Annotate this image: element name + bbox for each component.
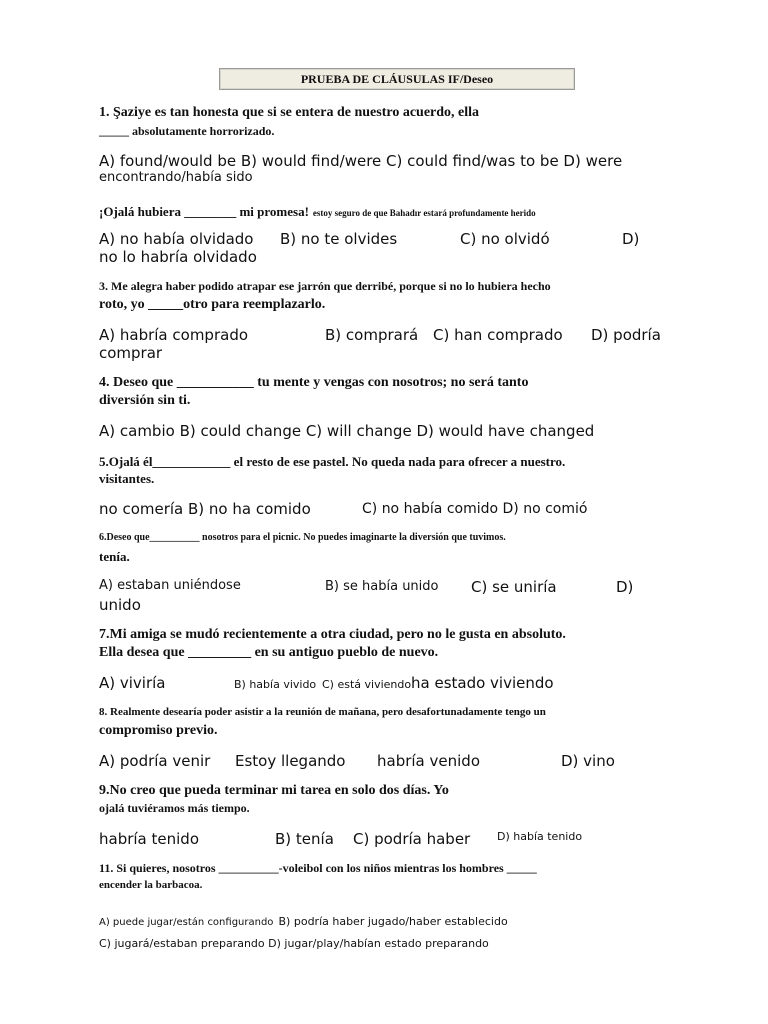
option-b: B) había vivido [234,678,317,691]
options-a-b: no comería B) no ha comido [99,500,311,518]
option-d: D) había tenido [497,830,583,843]
option-a: habría tenido [99,830,199,848]
question-11-line-2: encender la barbacoa. [99,879,203,891]
option-d: ha estado viviendo [411,674,554,692]
option-a: A) no había olvidado [99,230,254,248]
question-2-line [99,203,536,221]
option-d: D) vino [561,752,615,770]
option-d: D) [622,230,640,248]
question-3-line-1: 3. Me alegra haber podido atrapar ese jarrón que derribé, porque si no lo hubiera hecho [99,279,551,293]
question-2-lead: ¡Ojalá hubiera ________ mi promesa! [99,204,309,219]
question-1-options: A) found/would be B) would find/were C) could find/was to be D) were [99,152,623,170]
question-1-line-1: 1. Şaziye es tan honesta que si se entera de nuestro acuerdo, ella [99,105,480,120]
question-2-rest: estoy seguro de que Bahadır estará profundamente herido [312,208,536,218]
question-9-line-1: 9.No creo que pueda terminar mi tarea en solo dos días. Yo [99,783,449,798]
question-7-line-1: 7.Mi amiga se mudó recientemente a otra ciudad, pero no le gusta en absoluto. [99,627,566,642]
question-11-line-1: 11. Si quieres, nosotros __________-voleibol con los niños mientras los hombres _____ [99,861,537,875]
option-c: C) se uniría [471,578,557,596]
option-c: C) podría haber [353,830,471,848]
question-7-line-2: Ella desea que _________ en su antiguo pueblo de nuevo. [99,645,439,660]
question-9-line-2: ojalá tuviéramos más tiempo. [99,801,250,815]
option-b: Estoy llegando [235,752,346,770]
question-5-line-2: visitantes. [99,471,155,486]
option-d-cont: comprar [99,344,163,362]
option-b: B) comprará [325,326,419,344]
option-a: A) estaban uniéndose [99,578,241,593]
question-1-line-2: _____ absolutamente horrorizado. [99,124,275,138]
option-a: A) podría venir [99,752,211,770]
question-4-line-1: 4. Deseo que ___________ tu mente y vengas con nosotros; no será tanto [99,375,529,390]
option-c: C) no olvidó [460,230,550,248]
option-d: D) podría [591,326,661,344]
option-b: B) no te olvides [280,230,398,248]
question-1-options-cont: encontrando/había sido [99,170,253,185]
option-b: B) tenía [275,830,334,848]
option-d-cont: unido [99,596,141,614]
option-c: C) han comprado [433,326,563,344]
test-title: PRUEBA DE CLÁUSULAS IF/Deseo [219,68,575,90]
option-b: B) se había unido [325,579,439,594]
options-a-b [99,910,508,929]
option-d: D) [616,578,634,596]
option-b: B) podría haber jugado/haber establecido [278,915,508,928]
question-6-line-2: tenía. [99,549,130,564]
option-a: A) viviría [99,674,166,692]
question-3-line-2: roto, yo _____otro para reemplazarlo. [99,297,326,312]
question-5-line-1: 5.Ojalá él____________ el resto de ese pastel. No queda nada para ofrecer a nuestro. [99,454,566,469]
option-a: A) puede jugar/están configurando [99,917,274,928]
options-c-d: C) jugará/estaban preparando D) jugar/play/habían estado preparando [99,937,489,950]
question-8-line-2: compromiso previo. [99,723,218,738]
question-6-line-1: 6.Deseo que__________ nosotros para el picnic. No puedes imaginarte la diversión que tuvimos. [99,532,506,543]
question-4-line-2: diversión sin ti. [99,393,191,408]
option-c: C) está viviendo [322,678,412,691]
options-c-d: C) no había comido D) no comió [362,501,588,517]
option-c: habría venido [377,752,480,770]
question-8-line-1: 8. Realmente desearía poder asistir a la reunión de mañana, pero desafortunadamente tengo un [99,706,546,718]
question-4-options: A) cambio B) could change C) will change D) would have changed [99,422,595,440]
option-a: A) habría comprado [99,326,249,344]
option-d-cont: no lo habría olvidado [99,248,257,266]
